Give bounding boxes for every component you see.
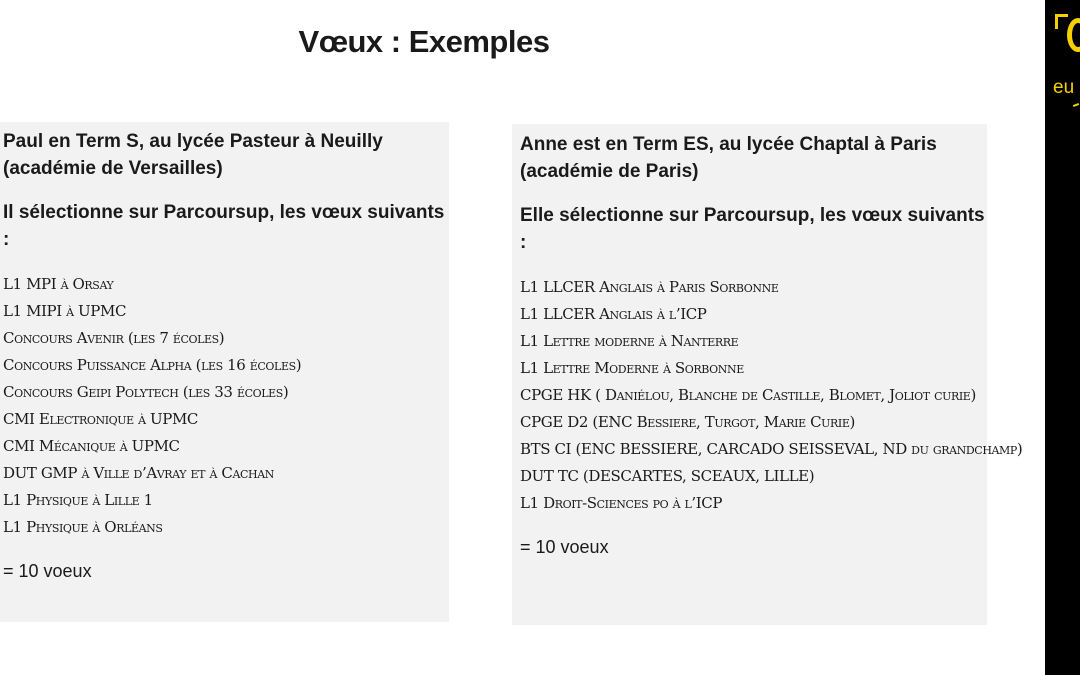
logo-bracket-icon: [1055, 14, 1068, 29]
card-intro: Il sélectionne sur Parcoursup, les vœux suivants :: [3, 202, 445, 250]
logo-text: eu: [1053, 77, 1075, 98]
list-item: DUT TC (DESCARTES, SCEAUX, LILLE): [520, 467, 815, 485]
list-item: L1 MIPI à UPMC: [3, 302, 127, 320]
card-heading: [3, 128, 449, 182]
example-card-paul: [0, 122, 449, 622]
list-item: CPGE HK ( Daniélou, Blanche de Castille, Blomet, Joliot curie): [520, 386, 976, 404]
example-card-anne: [512, 124, 1023, 625]
list-item: CMI Mécanique à UPMC: [3, 437, 180, 455]
list-item: L1 Lettre Moderne à Sorbonne: [520, 359, 744, 377]
brand-sidebar: [1045, 0, 1080, 675]
voeux-list: [3, 271, 449, 541]
list-item: L1 Lettre moderne à Nanterre: [520, 332, 739, 350]
heading-line-1: Paul en Term S, au lycée Pasteur à Neuilly: [3, 131, 383, 152]
total-count: = 10 voeux: [520, 537, 609, 557]
heading-line-1: Anne est en Term ES, au lycée Chaptal à Paris: [520, 134, 937, 155]
logo-icon: [1067, 18, 1080, 52]
list-item: L1 Physique à Orléans: [3, 518, 163, 536]
heading-line-2: (académie de Paris): [520, 161, 699, 182]
list-item: L1 LLCER Anglais à l’ICP: [520, 305, 707, 323]
list-item: L1 MPI à Orsay: [3, 275, 114, 293]
list-item: Concours Geipi Polytech (les 33 écoles): [3, 383, 289, 401]
logo-mark-icon: [1073, 103, 1079, 107]
list-item: L1 Droit-Sciences po à l’ICP: [520, 494, 723, 512]
card-heading: [520, 131, 987, 185]
heading-line-2: (académie de Versailles): [3, 158, 223, 179]
list-item: Concours Avenir (les 7 écoles): [3, 329, 225, 347]
list-item: CMI Electronique à UPMC: [3, 410, 199, 428]
total-count: = 10 voeux: [3, 561, 92, 581]
list-item: Concours Puissance Alpha (les 16 écoles): [3, 356, 302, 374]
slide-title: Vœux : Exemples: [298, 24, 550, 59]
list-item: DUT GMP à Ville d’Avray et à Cachan: [3, 464, 274, 482]
list-item: CPGE D2 (ENC Bessiere, Turgot, Marie Curie): [520, 413, 855, 431]
list-item: BTS CI (ENC BESSIERE, CARCADO SEISSEVAL, ND du grandchamp): [520, 440, 1023, 458]
voeux-list: [520, 274, 1023, 517]
card-intro: Elle sélectionne sur Parcoursup, les vœux suivants :: [520, 205, 985, 253]
list-item: L1 LLCER Anglais à Paris Sorbonne: [520, 278, 779, 296]
list-item: L1 Physique à Lille 1: [3, 491, 153, 509]
